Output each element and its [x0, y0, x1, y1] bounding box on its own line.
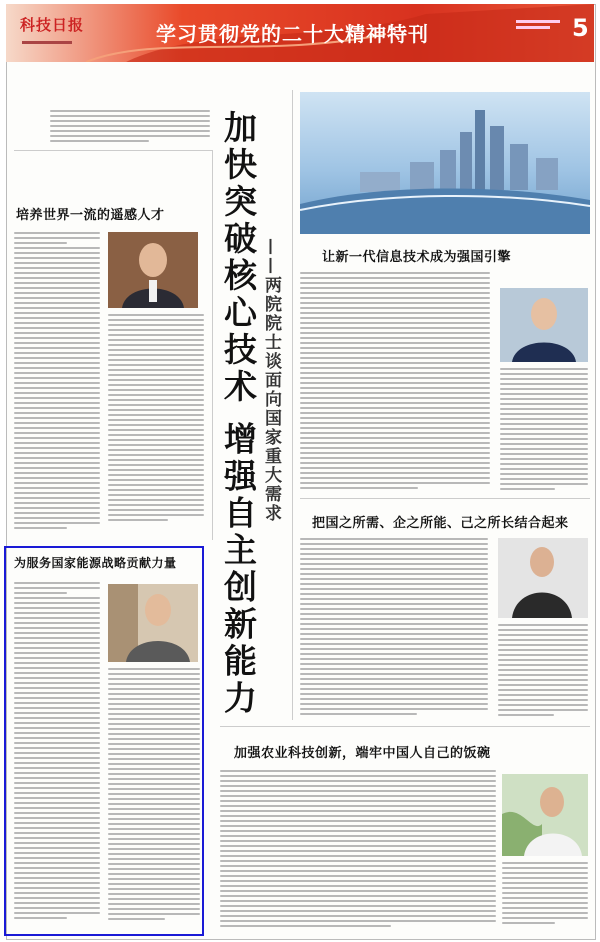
main-feature-subtitle: ——两院院士谈面向国家重大需求 — [261, 238, 281, 523]
main-feature-title: 加快突破核心技术 增强自主创新能力 — [219, 110, 258, 718]
skyline-graphic — [300, 92, 590, 234]
article-body — [500, 368, 588, 494]
newspaper-logo: 科技日报 — [20, 16, 85, 34]
section-rule — [14, 150, 212, 151]
article-body — [502, 862, 588, 930]
article-headline-remote-sensing: 培养世界一流的遥感人才 — [16, 208, 165, 223]
article-body — [498, 624, 588, 720]
portrait-photo-speaker — [500, 288, 588, 362]
article-headline-info-tech: 让新一代信息技术成为强国引擎 — [322, 250, 512, 265]
article-headline-national-needs: 把国之所需、企之所能、己之所长结合起来 — [312, 516, 569, 531]
intro-paragraph — [50, 110, 210, 148]
masthead-banner — [6, 4, 594, 62]
logo-subline — [22, 38, 72, 46]
article-body — [108, 668, 200, 926]
article-headline-agriculture: 加强农业科技创新，端牢中国人自己的饭碗 — [234, 746, 491, 761]
city-skyline-photo — [300, 92, 590, 234]
section-rule — [300, 498, 590, 499]
portrait-photo-presenter — [498, 538, 588, 618]
portrait-photo-agronomist — [502, 774, 588, 856]
banner-date-lines — [516, 20, 560, 29]
article-body — [300, 538, 488, 720]
portrait-graphic — [502, 774, 588, 856]
article-body — [14, 232, 100, 532]
column-rule — [292, 90, 293, 720]
portrait-graphic — [108, 232, 198, 308]
portrait-graphic — [500, 288, 588, 362]
section-rule — [220, 726, 590, 727]
portrait-graphic — [108, 584, 198, 662]
article-body — [14, 582, 100, 926]
column-rule — [212, 150, 213, 540]
article-headline-energy: 为服务国家能源战略贡献力量 — [14, 556, 177, 570]
portrait-photo-scholar — [108, 232, 198, 308]
portrait-graphic — [498, 538, 588, 618]
article-body — [108, 314, 204, 534]
page-number: 5 — [572, 14, 589, 42]
article-body — [220, 770, 496, 930]
section-title: 学习贯彻党的二十大精神特刊 — [156, 22, 429, 46]
article-body — [300, 272, 490, 492]
portrait-photo-energy-scholar — [108, 584, 198, 662]
